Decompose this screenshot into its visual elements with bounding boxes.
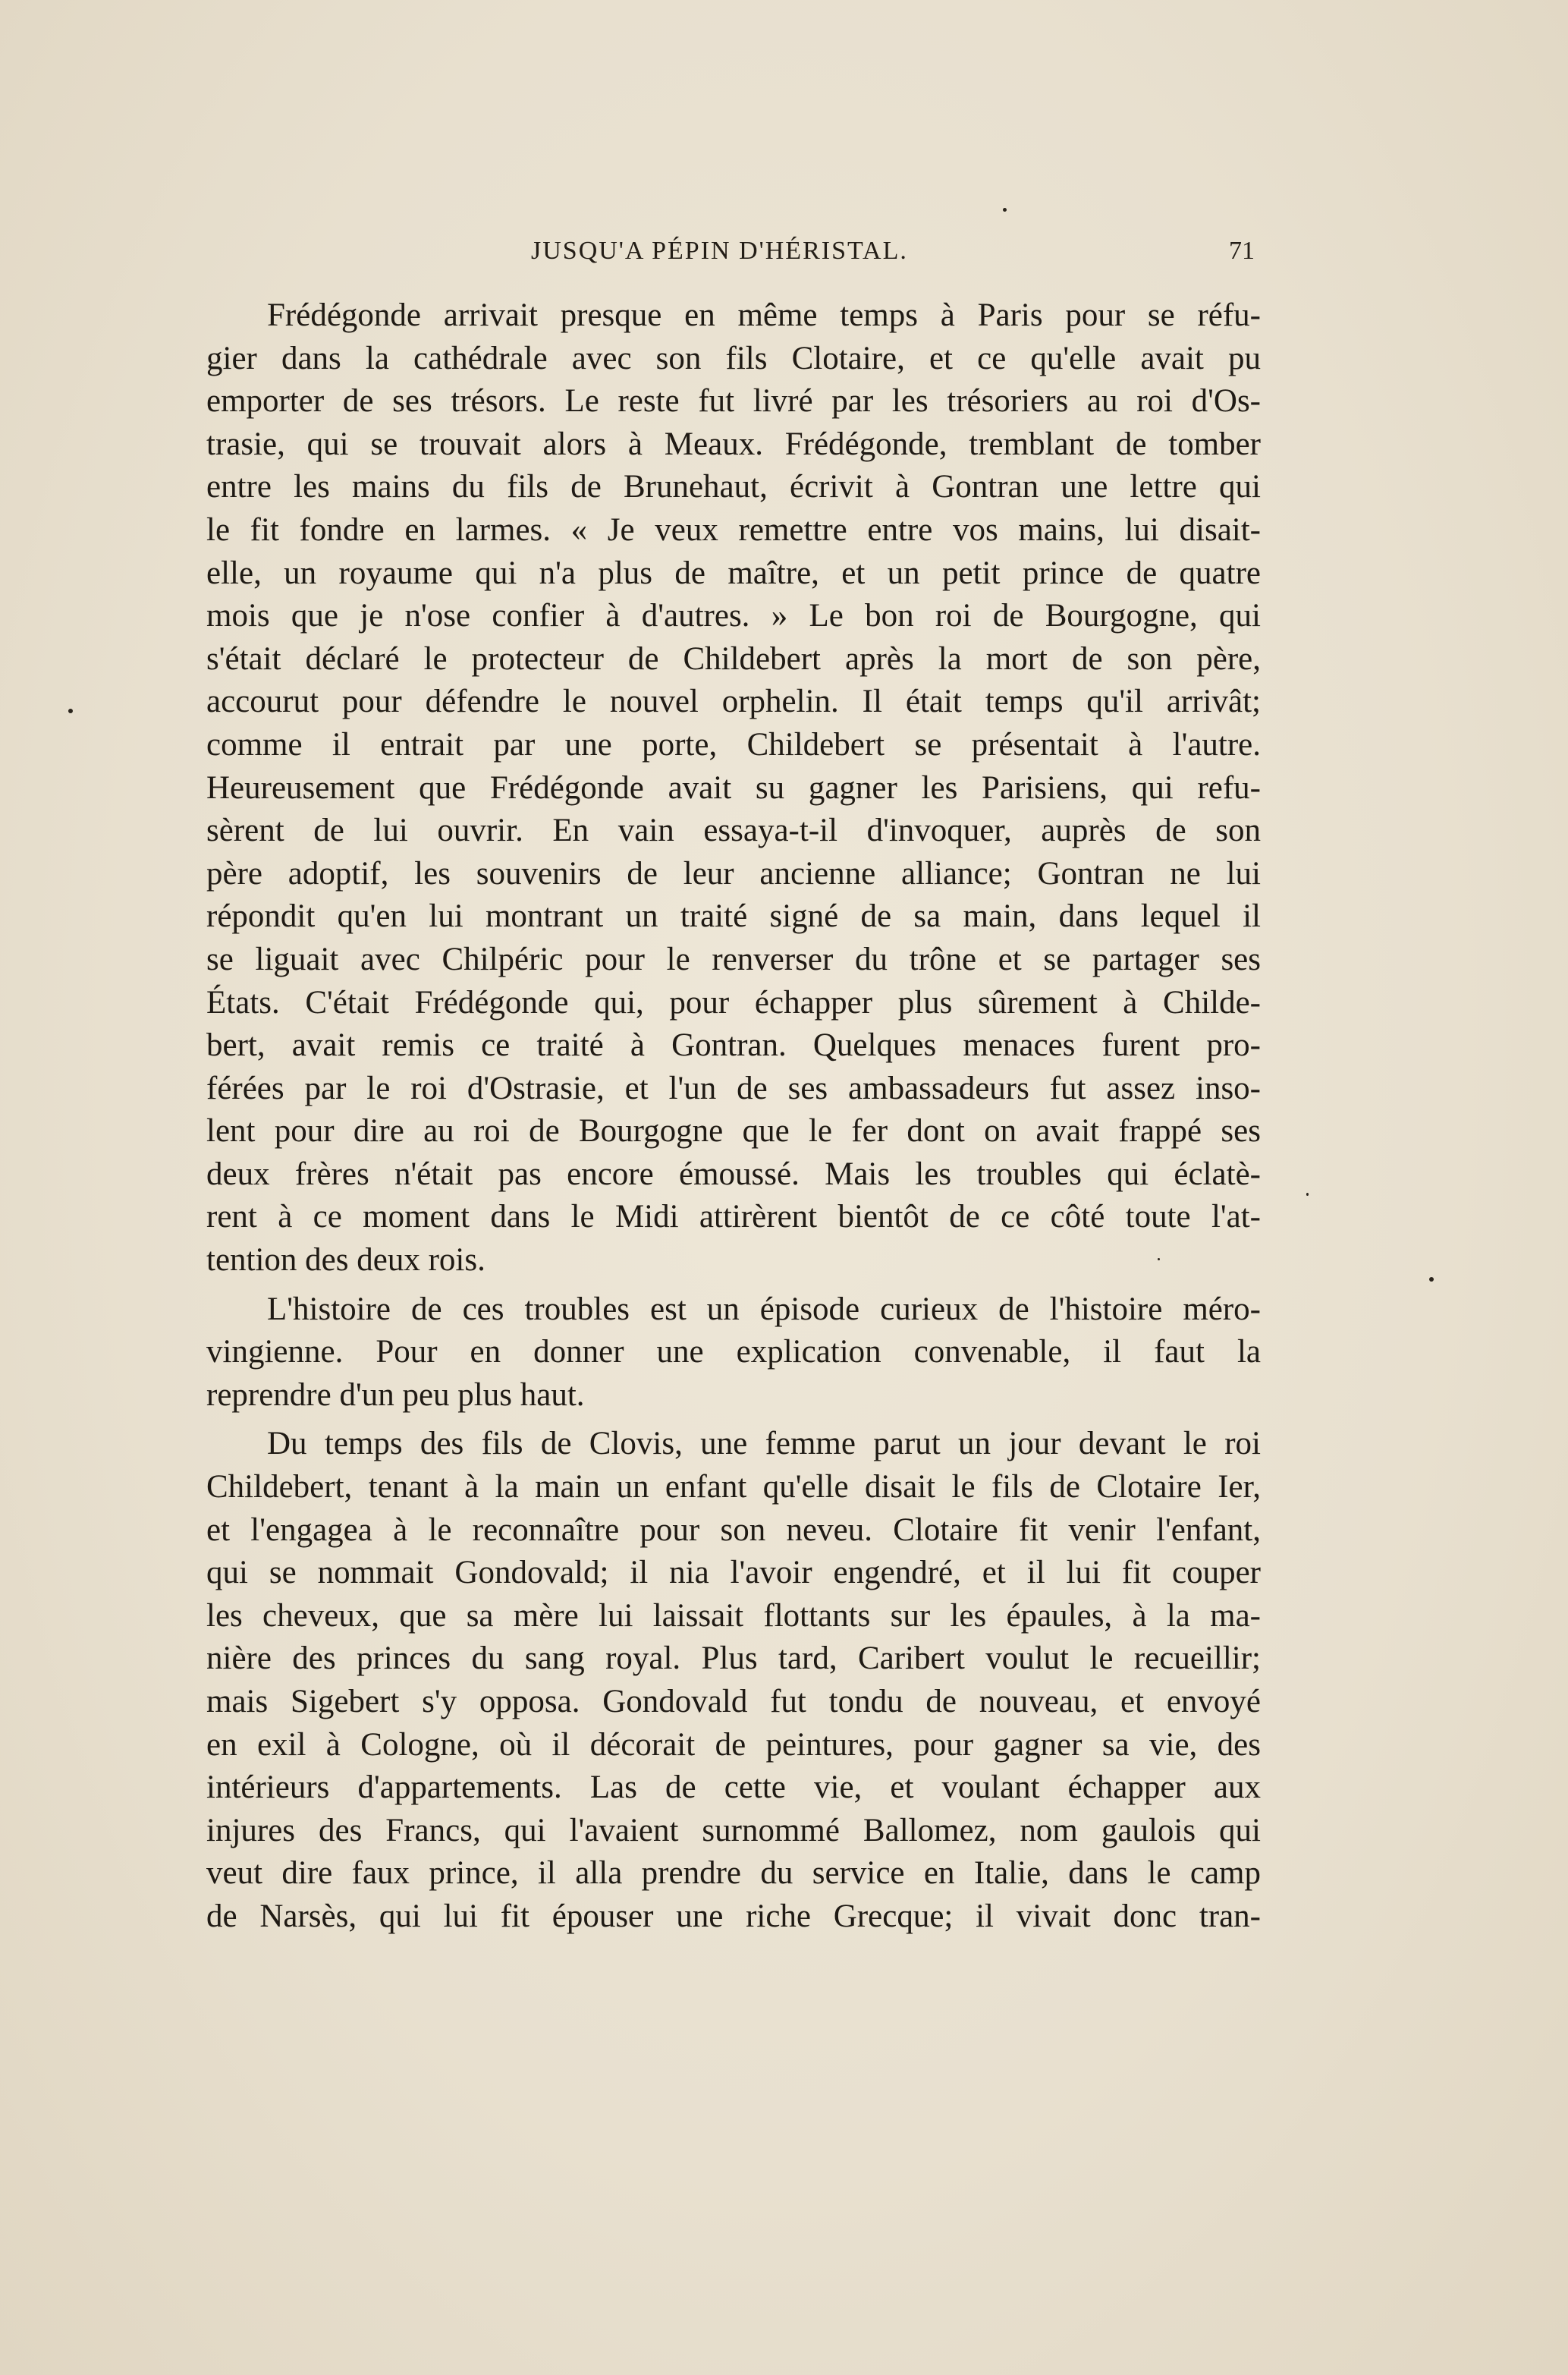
text-line: en exil à Cologne, où il décorait de peintures, pour gagner sa vie, des xyxy=(206,1726,1261,1763)
text-line: accourut pour défendre le nouvel orphelin. Il était temps qu'il arrivât; xyxy=(206,684,1261,720)
text-line: injures des Francs, qui l'avaient surnommé Ballomez, nom gaulois qui xyxy=(206,1812,1261,1848)
text-line: deux frères n'était pas encore émoussé. Mais les troubles qui éclatè- xyxy=(206,1156,1261,1192)
paragraph xyxy=(206,294,1261,1282)
text-line: Du temps des fils de Clovis, une femme parut un jour devant le roi xyxy=(267,1426,1261,1462)
text-line: reprendre d'un peu plus haut. xyxy=(206,1376,585,1413)
paragraph xyxy=(206,1423,1261,1938)
text-line: les cheveux, que sa mère lui laissait flottants sur les épaules, à la ma- xyxy=(206,1597,1261,1634)
text-line: trasie, qui se trouvait alors à Meaux. Frédégonde, tremblant de tomber xyxy=(206,426,1261,462)
text-line: rent à ce moment dans le Midi attirèrent bientôt de ce côté toute l'at- xyxy=(206,1199,1261,1235)
text-line: emporter de ses trésors. Le reste fut livré par les trésoriers au roi d'Os- xyxy=(206,383,1261,420)
paragraph-gap xyxy=(206,1282,1261,1288)
text-line: États. C'était Frédégonde qui, pour échapper plus sûrement à Childe- xyxy=(206,984,1261,1021)
text-line: mais Sigebert s'y opposa. Gondovald fut tondu de nouveau, et envoyé xyxy=(206,1684,1261,1719)
text-line: s'était déclaré le protecteur de Childebert après la mort de son père, xyxy=(206,640,1261,677)
text-line: père adoptif, les souvenirs de leur ancienne alliance; Gontran ne lui xyxy=(206,855,1261,892)
text-line: férées par le roi d'Ostrasie, et l'un de ses ambassadeurs fut assez inso- xyxy=(206,1070,1261,1106)
running-head: JUSQU'A PÉPIN D'HÉRISTAL. xyxy=(531,237,908,265)
text-line: mois que je n'ose confier à d'autres. » Le bon roi de Bourgogne, qui xyxy=(206,598,1261,634)
text-line: de Narsès, qui lui fit épouser une riche Grecque; il vivait donc tran- xyxy=(206,1898,1261,1934)
text-line: L'histoire de ces troubles est un épisode curieux de l'histoire méro- xyxy=(267,1291,1261,1327)
page-number: 71 xyxy=(1229,237,1255,265)
text-line: elle, un royaume qui n'a plus de maître, et un petit prince de quatre xyxy=(206,555,1261,591)
text-line: comme il entrait par une porte, Childebert se présentait à l'autre. xyxy=(206,726,1261,763)
text-line: nière des princes du sang royal. Plus tard, Caribert voulut le recueillir; xyxy=(206,1640,1261,1677)
text-line: le fit fondre en larmes. « Je veux remettre entre vos mains, lui disait- xyxy=(206,511,1261,548)
text-line: lent pour dire au roi de Bourgogne que le fer dont on avait frappé ses xyxy=(206,1113,1261,1150)
text-line: Childebert, tenant à la main un enfant qu'elle disait le fils de Clotaire Ier, xyxy=(206,1469,1261,1505)
ink-speck xyxy=(1306,1193,1309,1196)
text-line: vingienne. Pour en donner une explication convenable, il faut la xyxy=(206,1334,1261,1370)
text-line: tention des deux rois. xyxy=(206,1242,485,1279)
text-line: bert, avait remis ce traité à Gontran. Quelques menaces furent pro- xyxy=(206,1027,1261,1064)
paragraph xyxy=(206,1288,1261,1417)
text-line: veut dire faux prince, il alla prendre du service en Italie, dans le camp xyxy=(206,1855,1261,1892)
text-line: entre les mains du fils de Brunehaut, écrivit à Gontran une lettre qui xyxy=(206,469,1261,505)
text-line: répondit qu'en lui montrant un traité signé de sa main, dans lequel il xyxy=(206,898,1261,935)
paragraph-gap xyxy=(206,1417,1261,1423)
ink-speck xyxy=(1429,1277,1434,1282)
text-line: intérieurs d'appartements. Las de cette vie, et voulant échapper aux xyxy=(206,1769,1261,1806)
text-line: se liguait avec Chilpéric pour le renverser du trône et se partager ses xyxy=(206,941,1261,977)
text-line: et l'engagea à le reconnaître pour son neveu. Clotaire fit venir l'enfant, xyxy=(206,1512,1261,1548)
text-line: Frédégonde arrivait presque en même temps à Paris pour se réfu- xyxy=(267,297,1261,333)
ink-speck xyxy=(68,709,73,713)
text-line: Heureusement que Frédégonde avait su gagner les Parisiens, qui refu- xyxy=(206,769,1261,806)
page-header xyxy=(205,237,1267,275)
ink-speck xyxy=(1003,208,1007,212)
text-line: sèrent de lui ouvrir. En vain essaya-t-il d'invoquer, auprès de son xyxy=(206,813,1261,849)
text-line: qui se nommait Gondovald; il nia l'avoir engendré, et il lui fit couper xyxy=(206,1555,1261,1591)
text-line: gier dans la cathédrale avec son fils Clotaire, et ce qu'elle avait pu xyxy=(206,340,1261,376)
body-text xyxy=(206,294,1261,1939)
